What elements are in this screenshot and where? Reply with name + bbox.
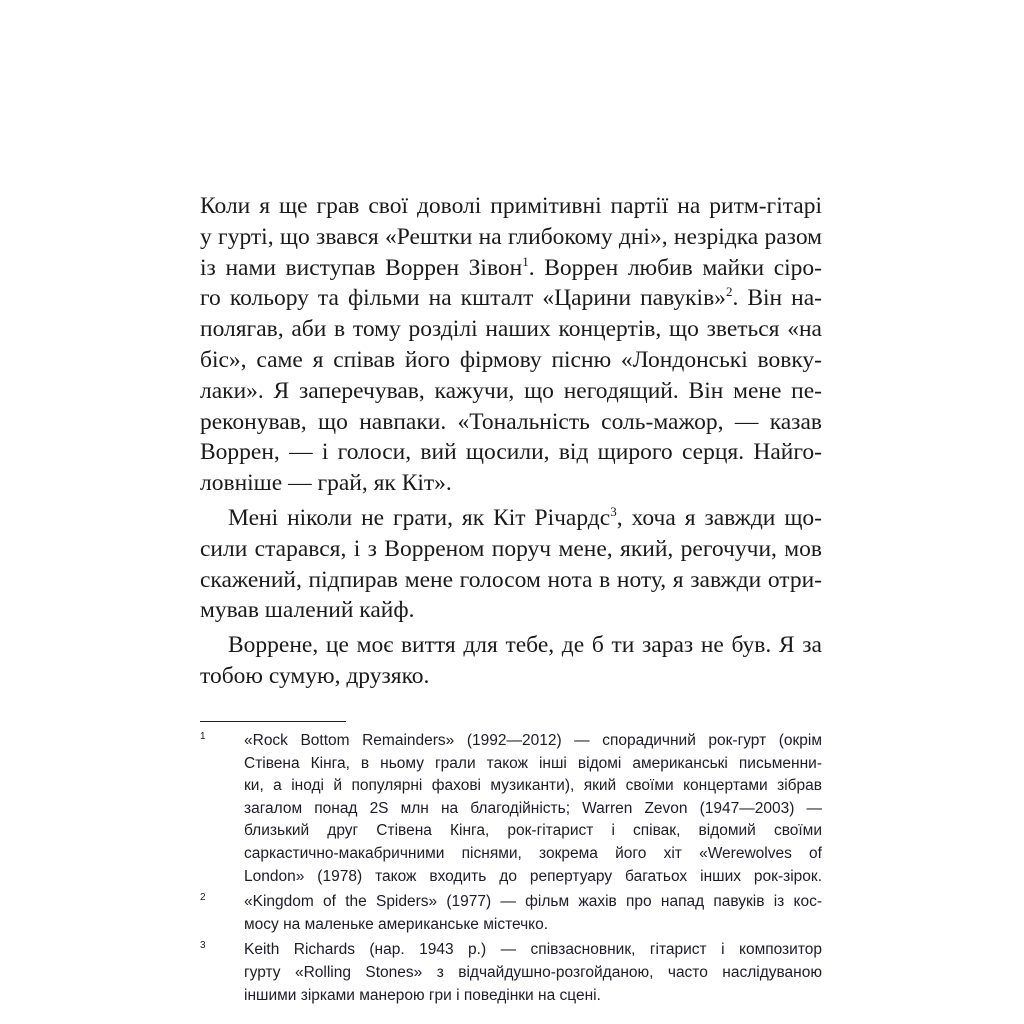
text-line: мував шалений кайф. xyxy=(200,597,415,624)
footnote-marker: 2 xyxy=(200,892,206,904)
text-fragment: Мені ніколи не грати, як Кіт Річардс xyxy=(228,504,611,531)
footnote-line: Keith Richards (нар. 1943 р.) — співзасновник, гітарист і композитор xyxy=(244,941,822,959)
text-line: тобою сумую, друзяко. xyxy=(200,662,430,689)
footnote-line: London» (1978) також входить до репертуару багатьох інших рок-зірок. xyxy=(244,867,822,885)
footnote-ref[interactable]: 1 xyxy=(522,253,529,269)
footnote-marker: 3 xyxy=(200,940,206,952)
text-fragment: го кольору та фільми на кшталт «Царини павуків» xyxy=(200,285,726,312)
text-line: ловніше — грай, як Кіт». xyxy=(200,470,452,497)
footnote-line: ки, а іноді й популярні фахові музиканти), який своїми концертами зібрав xyxy=(244,777,822,795)
text-line xyxy=(200,503,822,534)
footnote-line: гурту «Rolling Stones» з відчайдушно-розгойданою, часто наслідуваною xyxy=(244,963,822,981)
text-line: полягав, аби в тому розділі наших концертів, що зветься «на xyxy=(200,316,822,343)
footnote-line: «Kingdom of the Spiders» (1977) — фільм жахів про напад павуків із кос- xyxy=(244,893,822,911)
footnote-line: мосу на маленьке американське містечко. xyxy=(244,915,549,933)
footnotes xyxy=(200,730,822,1007)
footnote-ref[interactable]: 2 xyxy=(725,284,733,300)
text-line: реконував, що навпаки. «Тональність соль-мажор, — казав xyxy=(200,408,822,435)
text-line: біс», саме я співав його фірмову пісню «Лондонські вовку- xyxy=(200,346,822,373)
footnote-line: близький друг Стівена Кінга, рок-гітарист і співак, відомий своїми xyxy=(244,822,822,840)
text-line: лаки». Я заперечував, кажучи, що негодящий. Він мене пе- xyxy=(200,377,822,404)
paragraph xyxy=(200,503,822,626)
footnote-marker: 1 xyxy=(200,731,206,742)
text-line xyxy=(200,253,822,284)
footnote-line: «Rock Bottom Remainders» (1992—2012) — спорадичний рок-гурт (окрім xyxy=(244,732,822,749)
paragraph xyxy=(200,191,822,499)
footnote-line: загалом понад 2S млн на благодійність; Warren Zevon (1947—2003) — xyxy=(244,799,822,817)
text-line: у гурті, що звався «Рештки на глибокому дні», незрідка разом xyxy=(200,223,822,250)
text-fragment: . Воррен любив майки сіро- xyxy=(528,254,822,281)
main-text xyxy=(200,191,822,692)
footnote-line: іншими зірками манерою гри і поведінки на сцені. xyxy=(244,986,601,1004)
footnote-divider xyxy=(200,721,346,722)
text-line: Воррен, — і голоси, вий щосили, від щирого серця. Найго- xyxy=(200,439,822,466)
text-line: Воррене, це моє виття для тебе, де б ти зараз не був. Я за xyxy=(228,632,822,659)
footnote-line: Стівена Кінга, в ньому грали також інші відомі американські письменни- xyxy=(244,754,822,772)
text-line: сили старався, і з Ворреном поруч мене, який, регочучи, мов xyxy=(200,535,822,562)
footnote-2 xyxy=(200,891,822,936)
text-fragment: із нами виступав Воррен Зівон xyxy=(200,254,523,281)
text-fragment: . Він на- xyxy=(732,285,822,312)
text-fragment: , хоча я завжди що- xyxy=(616,504,822,531)
text-line: Коли я ще грав свої доволі примітивні партії на ритм-гітарі xyxy=(200,193,822,219)
text-line xyxy=(200,283,822,314)
footnote-1 xyxy=(200,730,822,888)
footnote-ref[interactable]: 3 xyxy=(610,504,617,520)
text-line: скажений, підпирав мене голосом нота в ноту, я завжди отри- xyxy=(200,566,822,593)
footnote-3 xyxy=(200,939,822,1007)
footnote-line: саркастично-макабричними піснями, зокрема його хіт «Werewolves of xyxy=(244,844,822,862)
paragraph xyxy=(200,630,822,692)
